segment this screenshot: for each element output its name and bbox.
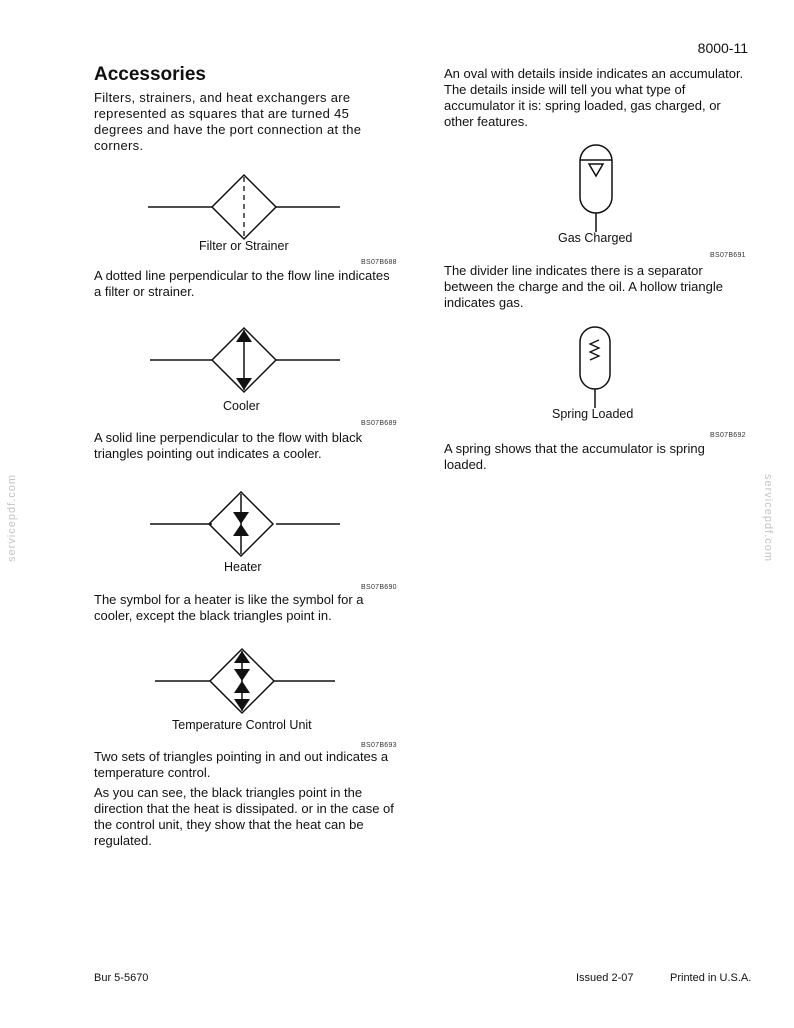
cooler-description: A solid line perpendicular to the flow with black triangles pointing out indicates a cooler. [94, 430, 363, 461]
footer-doc-number: Bur 5-5670 [94, 972, 149, 984]
heater-caption: Heater [224, 560, 262, 574]
heater-figure-code: BS07B690 [361, 584, 397, 591]
gas-charged-figure-code: BS07B691 [710, 252, 746, 259]
accumulator-intro: An oval with details inside indicates an accumulator. The details inside will tell you what type of accumulator it is: spring loaded, gas charged, or other features. [444, 66, 744, 129]
filter-figure-code: BS07B688 [361, 259, 397, 266]
heater-symbol [140, 485, 380, 565]
cooler-symbol [140, 320, 380, 400]
temperature-control-symbol [145, 641, 385, 725]
page-number: 8000-11 [697, 40, 748, 56]
watermark-right: servicepdf.com [761, 474, 774, 562]
heater-description: The symbol for a heater is like the symbol for a cooler, except the black triangles point in. [94, 592, 364, 623]
watermark-left: servicepdf.com [5, 474, 18, 562]
closing-paragraph: As you can see, the black triangles point in the direction that the heat is dissipated. or in the case of the control unit, they show that the heat can be regulated. [94, 785, 394, 848]
gas-charged-caption: Gas Charged [558, 231, 633, 245]
cooler-caption: Cooler [223, 399, 260, 413]
temperature-control-description: Two sets of triangles pointing in and out indicates a temperature control. [94, 749, 389, 780]
cooler-figure-code: BS07B689 [361, 420, 397, 427]
gas-charged-accumulator-symbol [566, 140, 626, 235]
spring-loaded-figure-code: BS07B692 [710, 432, 746, 439]
gas-charged-description: The divider line indicates there is a separator between the charge and the oil. A hollow triangle indicates gas. [444, 263, 723, 310]
footer-issued: Issued 2-07 [576, 972, 634, 984]
spring-loaded-caption: Spring Loaded [552, 407, 634, 421]
filter-symbol [140, 168, 380, 248]
intro-paragraph: Filters, strainers, and heat exchangers are represented as squares that are turned 45 degrees and have the port connection at the corners. [94, 90, 362, 153]
filter-description: A dotted line perpendicular to the flow line indicates a filter or strainer. [94, 268, 390, 299]
section-heading: Accessories [94, 64, 206, 85]
footer-printed: Printed in U.S.A. [670, 972, 752, 984]
filter-caption: Filter or Strainer [199, 239, 289, 253]
spring-loaded-accumulator-symbol [565, 322, 625, 412]
spring-loaded-description: A spring shows that the accumulator is spring loaded. [444, 441, 705, 472]
temperature-control-caption: Temperature Control Unit [172, 718, 312, 732]
temperature-control-figure-code: BS07B693 [361, 742, 397, 749]
